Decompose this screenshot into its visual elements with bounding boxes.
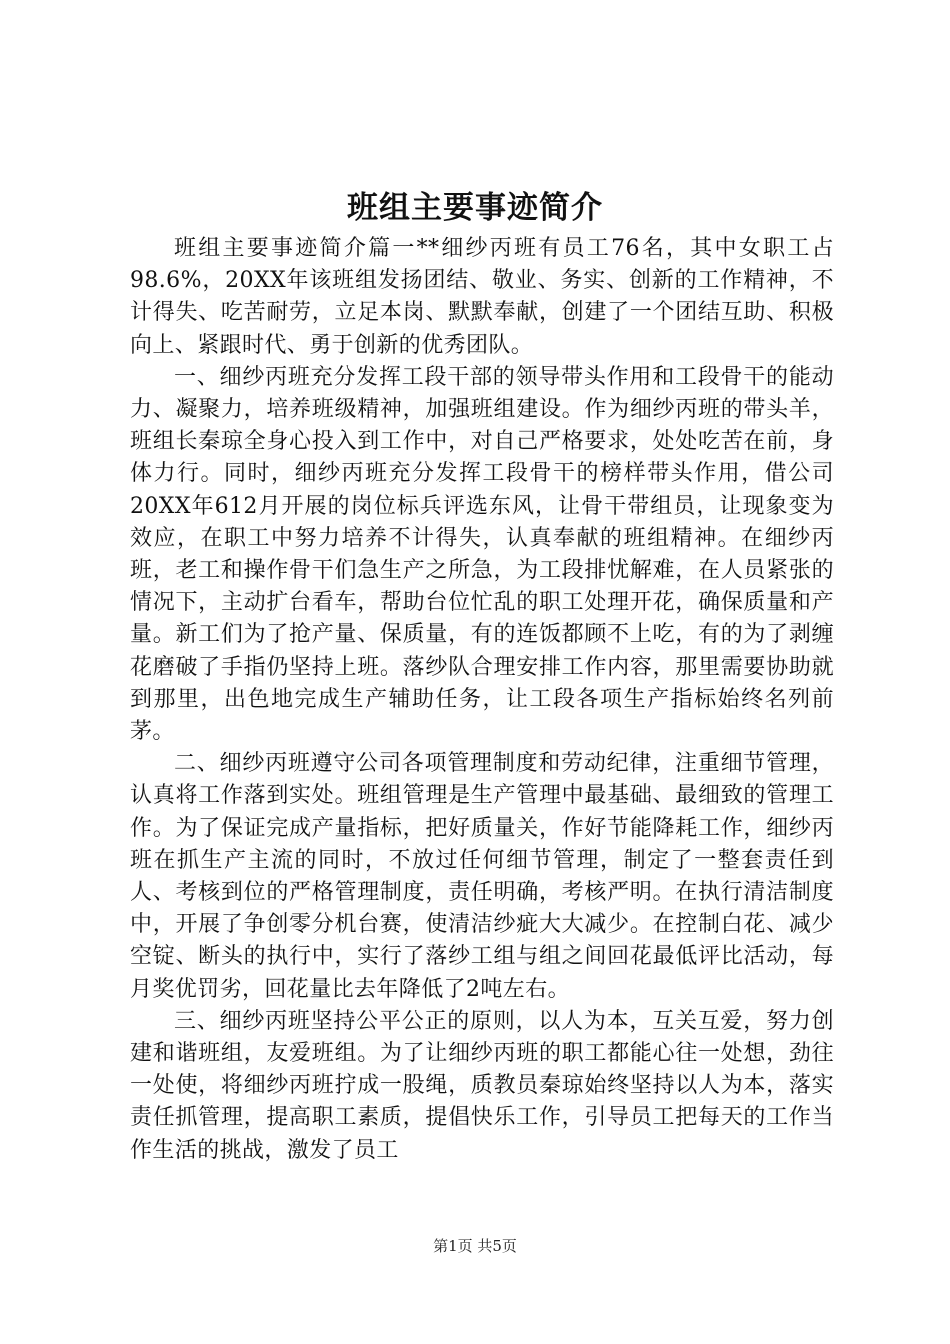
paragraph-section-2: 二、细纱丙班遵守公司各项管理制度和劳动纪律，注重细节管理，认真将工作落到实处。班组管理是生产管理中最基础、最细致的管理工作。为了保证完成产量指标，把好质量关，作好节能降耗工作，细纱丙班在抓生产主流的同时，不放过任何细节管理，制定了一整套责任到人、考核到位的严格管理制度，责任明确，考核严明。在执行清洁制度中，开展了争创零分机台赛，使清洁纱疵大大减少。在控制白花、减少空锭、断头的执行中，实行了落纱工组与组之间回花最低评比活动，每月奖优罚劣，回花量比去年降低了2吨左右。	[130, 751, 834, 1002]
paragraph-section-1: 一、细纱丙班充分发挥工段干部的领导带头作用和工段骨干的能动力、凝聚力，培养班级精神，加强班组建设。作为细纱丙班的带头羊，班组长秦琼全身心投入到工作中，对自己严格要求，处处吃苦在前，身体力行。同时，细纱丙班充分发挥工段骨干的榜样带头作用，借公司20XX年612月开展的岗位标兵评选东风，让骨干带组员，让现象变为效应，在职工中努力培养不计得失，认真奉献的班组精神。在细纱丙班，老工和操作骨干们急生产之所急，为工段排忧解难，在人员紧张的情况下，主动扩台看车，帮助台位忙乱的职工处理开花，确保质量和产量。新工们为了抢产量、保质量，有的连饭都顾不上吃，有的为了剥缠花磨破了手指仍坚持上班。落纱队合理安排工作内容，那里需要协助就到那里，出色地完成生产辅助任务，让工段各项生产指标始终名列前茅。	[130, 364, 834, 745]
paragraph-section-3: 三、细纱丙班坚持公平公正的原则，以人为本，互关互爱，努力创建和谐班组，友爱班组。为了让细纱丙班的职工都能心往一处想，劲往一处使，将细纱丙班拧成一股绳，质教员秦琼始终坚持以人为本，落实责任抓管理，提高职工素质，提倡快乐工作，引导员工把每天的工作当作生活的挑战，激发了员工	[130, 1008, 834, 1163]
paragraph-intro: 班组主要事迹简介篇一**细纱丙班有员工76名，其中女职工占98.6%，20XX年该班组发扬团结、敬业、务实、创新的工作精神，不计得失、吃苦耐劳，立足本岗、默默奉献，创建了一个团结互助、积极向上、紧跟时代、勇于创新的优秀团队。	[130, 236, 834, 358]
page-footer: 第1页 共5页	[433, 1237, 517, 1255]
document-body	[130, 233, 834, 1167]
document-title: 班组主要事迹简介	[347, 190, 603, 226]
